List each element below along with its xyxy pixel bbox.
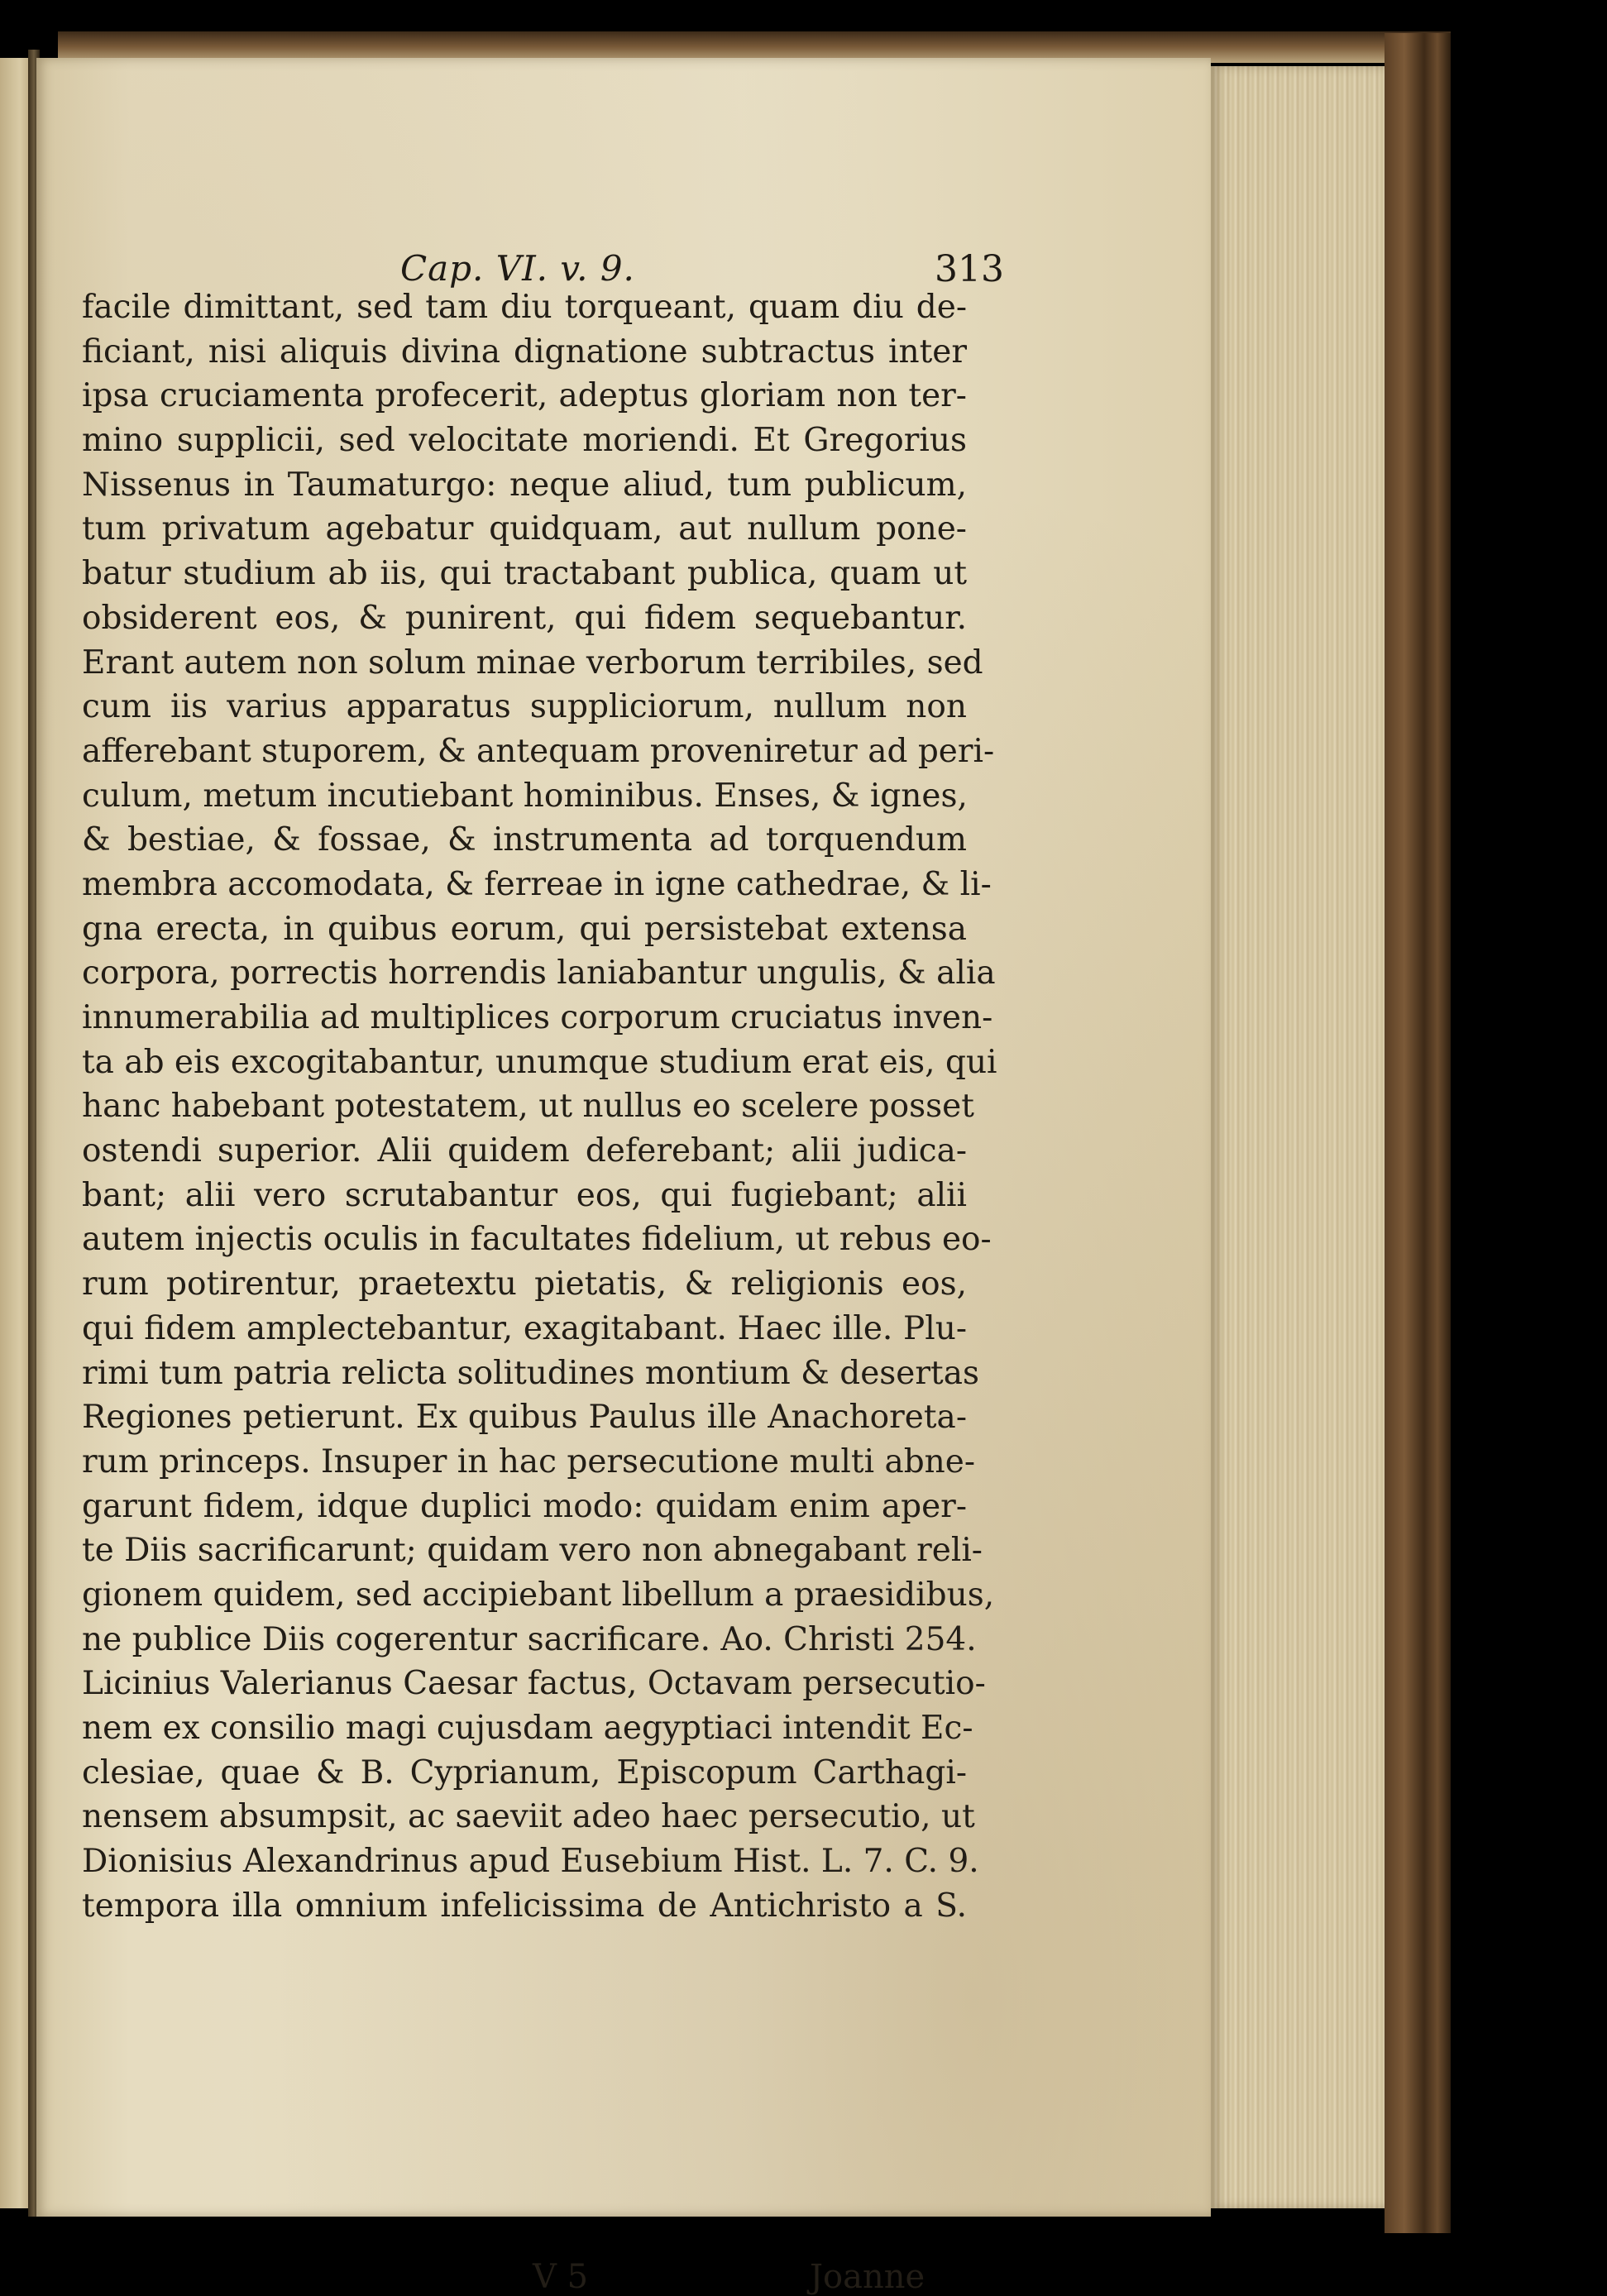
text-line: afferebant stuporem, & antequam proveniretur ad peri- [82,732,995,770]
text-line: hanc habebant potestatem, ut nullus eo scelere posset [82,1088,974,1126]
text-line: te Diis sacrificarunt; quidam vero non abnegabant reli- [82,1532,983,1570]
text-line: Erant autem non solum minae verborum terribiles, sed [82,643,983,682]
catchword: Joanne [810,2258,925,2296]
text-line: Nissenus in Taumaturgo: neque aliud, tum publicum, [82,466,967,504]
text-line: autem injectis oculis in facultates fidelium, ut rebus eo- [82,1221,992,1259]
text-line: gna erecta, in quibus eorum, qui persistebat extensa [82,910,967,948]
text-line: Regiones petierunt. Ex quibus Paulus ille Anachoreta- [82,1399,967,1437]
text-line: batur studium ab iis, qui tractabant publica, quam ut [82,555,967,593]
body-text [82,285,997,1928]
text-line: facile dimittant, sed tam diu torqueant, quam diu de- [82,289,967,326]
book-cover-edge [1385,33,1451,2233]
text-line: garunt fidem, idque duplici modo: quidam enim aper- [82,1487,967,1525]
text-line: ipsa cruciamenta profecerit, adeptus gloriam non ter- [82,377,967,415]
text-line: ta ab eis excogitabantur, unumque studium erat eis, qui [82,1043,997,1081]
signature-mark: V 5 [533,2258,589,2296]
running-head: Cap. VI. v. 9. [400,248,635,289]
text-line: ficiant, nisi aliquis divina dignatione subtractus inter [82,332,967,371]
text-line: Dionisius Alexandrinus apud Eusebium Hist. L. 7. C. 9. [82,1843,979,1881]
text-line: corpora, porrectis horrendis laniabantur ungulis, & alia [82,954,996,993]
text-line: qui fidem amplectebantur, exagitabant. Haec ille. Plu- [82,1309,967,1347]
page-stack-fore-edge [1211,66,1385,2208]
page-number: 313 [935,248,1004,290]
text-line: tempora illa omnium infelicissima de Antichristo a S. [82,1887,967,1925]
text-line: clesiae, quae & B. Cyprianum, Episcopum Carthagi- [82,1753,967,1791]
text-line: membra accomodata, & ferreae in igne cathedrae, & li- [82,865,992,903]
text-line: rum potirentur, praetextu pietatis, & religionis eos, [82,1265,967,1303]
text-line: Licinius Valerianus Caesar factus, Octavam persecutio- [82,1665,986,1703]
text-line: ostendi superior. Alii quidem deferebant; alii judica- [82,1132,967,1170]
text-line: mino supplicii, sed velocitate moriendi. Et Gregorius [82,422,967,460]
text-line: innumerabilia ad multiplices corporum cruciatus inven- [82,999,993,1036]
text-line: rimi tum patria relicta solitudines montium & desertas [82,1354,979,1392]
book-page [36,58,1211,2296]
text-line: culum, metum incutiebant hominibus. Enses, & ignes, [82,777,968,815]
text-line: & bestiae, & fossae, & instrumenta ad torquendum [82,821,967,859]
text-line: cum iis varius apparatus suppliciorum, nullum non [82,688,967,726]
text-line: bant; alii vero scrutabantur eos, qui fugiebant; alii [82,1176,967,1214]
text-line: nensem absumpsit, ac saeviit adeo haec persecutio, ut [82,1798,975,1836]
text-line: gionem quidem, sed accipiebant libellum a praesidibus, [82,1576,995,1614]
text-line: nem ex consilio magi cujusdam aegyptiaci intendit Ec- [82,1710,973,1747]
text-line: ne publice Diis cogerentur sacrificare. Ao. Christi 254. [82,1620,977,1658]
text-line: obsiderent eos, & punirent, qui fidem sequebantur. [82,599,967,637]
text-line: rum princeps. Insuper in hac persecutione multi abne- [82,1442,976,1480]
text-line: tum privatum agebatur quidquam, aut nullum pone- [82,510,967,548]
